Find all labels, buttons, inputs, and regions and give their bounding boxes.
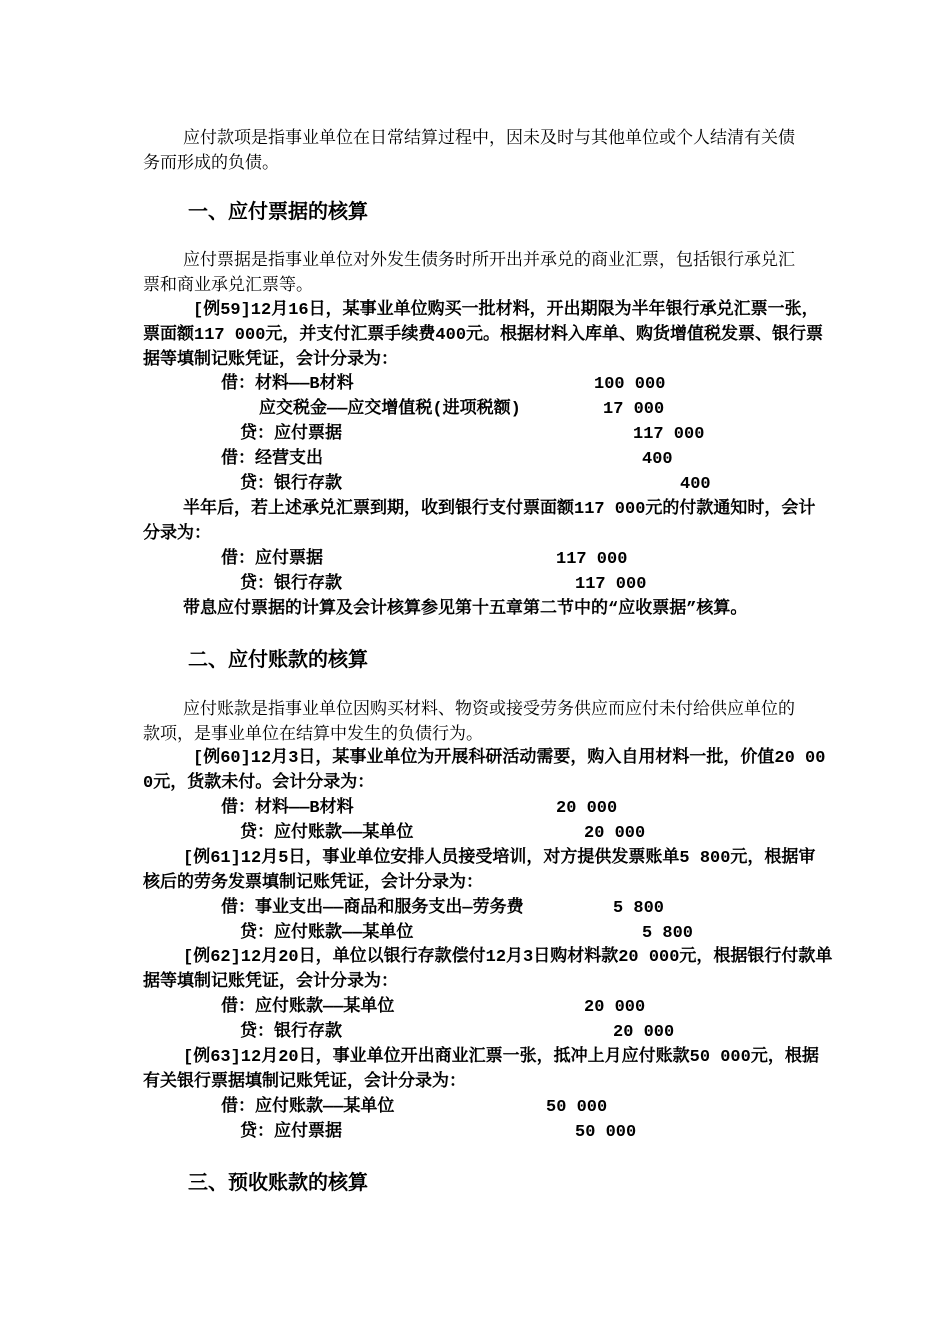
entry-label: 应交税金——应交增值税(进项税额) (259, 400, 521, 419)
example-61-line-2: 核后的劳务发票填制记账凭证，会计分录为： (143, 874, 483, 893)
entry-label: 借：事业支出——商品和服务支出—劳务费 (221, 899, 524, 918)
entry-amount: 117 000 (575, 575, 647, 594)
entry-label: 借：材料——B材料 (221, 375, 354, 394)
entry-amount: 20 000 (584, 998, 646, 1017)
intro-line-1: 应付款项是指事业单位在日常结算过程中，因未及时与其他单位或个人结清有关债 (183, 128, 795, 148)
entry-amount: 50 000 (546, 1098, 608, 1117)
entry-amount: 50 000 (575, 1123, 637, 1142)
example-59-followup-line-2: 分录为： (143, 525, 211, 544)
entry-label: 借：应付票据 (221, 550, 323, 569)
entry-label: 贷：银行存款 (240, 1023, 342, 1042)
entry-amount: 17 000 (603, 400, 665, 419)
intro-line-2: 务而形成的负债。 (143, 153, 279, 173)
entry-amount: 5 800 (642, 924, 694, 943)
example-63-line-2: 有关银行票据填制记账凭证，会计分录为： (143, 1073, 466, 1092)
example-59-note: 带息应付票据的计算及会计核算参见第十五章第二节中的“应收票据”核算。 (183, 600, 748, 619)
entry-label: 贷：银行存款 (240, 475, 342, 494)
entry-label: 贷：应付票据 (240, 1123, 342, 1142)
entry-amount: 400 (680, 475, 711, 494)
entry-amount: 400 (642, 450, 673, 469)
example-61-line-1: [例61]12月5日，事业单位安排人员接受培训，对方提供发票账单5 800元，根据审 (183, 849, 816, 868)
entry-amount: 117 000 (633, 425, 705, 444)
entry-amount: 100 000 (594, 375, 666, 394)
entry-label: 贷：应付账款——某单位 (240, 824, 414, 843)
example-59-followup-line-1: 半年后，若上述承兑汇票到期，收到银行支付票面额117 000元的付款通知时，会计 (183, 500, 816, 519)
example-59-line-1: [例59]12月16日，某事业单位购买一批材料，开出期限为半年银行承兑汇票一张， (193, 301, 819, 320)
entry-label: 贷：银行存款 (240, 575, 342, 594)
section-2-definition-line-1: 应付账款是指事业单位因购买材料、物资或接受劳务供应而应付未付给供应单位的 (183, 699, 795, 719)
section-heading-2: 二、应付账款的核算 (188, 649, 368, 671)
example-63-line-1: [例63]12月20日，事业单位开出商业汇票一张，抵冲上月应付账款50 000元，根据 (183, 1048, 819, 1067)
example-59-line-3: 据等填制记账凭证，会计分录为： (143, 351, 398, 370)
entry-amount: 117 000 (556, 550, 628, 569)
example-62-line-1: [例62]12月20日，单位以银行存款偿付12月3日购材料款20 000元，根据银行付款单 (183, 948, 833, 967)
entry-label: 借：经营支出 (221, 450, 323, 469)
entry-amount: 20 000 (556, 799, 618, 818)
entry-label: 借：应付账款——某单位 (221, 1098, 395, 1117)
entry-label: 借：应付账款——某单位 (221, 998, 395, 1017)
example-60-line-1: [例60]12月3日，某事业单位为开展科研活动需要，购入自用材料一批，价值20 00 (193, 749, 826, 768)
section-2-definition-line-2: 款项，是事业单位在结算中发生的负债行为。 (143, 724, 483, 744)
section-1-definition-line-2: 票和商业承兑汇票等。 (143, 275, 313, 295)
section-1-definition-line-1: 应付票据是指事业单位对外发生债务时所开出并承兑的商业汇票，包括银行承兑汇 (183, 250, 795, 270)
example-60-line-2: 0元，货款未付。会计分录为： (143, 774, 375, 793)
entry-amount: 5 800 (613, 899, 665, 918)
entry-label: 借：材料——B材料 (221, 799, 354, 818)
section-heading-1: 一、应付票据的核算 (188, 201, 368, 223)
entry-label: 贷：应付账款——某单位 (240, 924, 414, 943)
example-59-line-2: 票面额117 000元，并支付汇票手续费400元。根据材料入库单、购货增值税发票、银行票 (143, 326, 824, 345)
example-62-line-2: 据等填制记账凭证，会计分录为： (143, 973, 398, 992)
entry-label: 贷：应付票据 (240, 425, 342, 444)
entry-amount: 20 000 (584, 824, 646, 843)
entry-amount: 20 000 (613, 1023, 675, 1042)
section-heading-3: 三、预收账款的核算 (188, 1172, 368, 1194)
